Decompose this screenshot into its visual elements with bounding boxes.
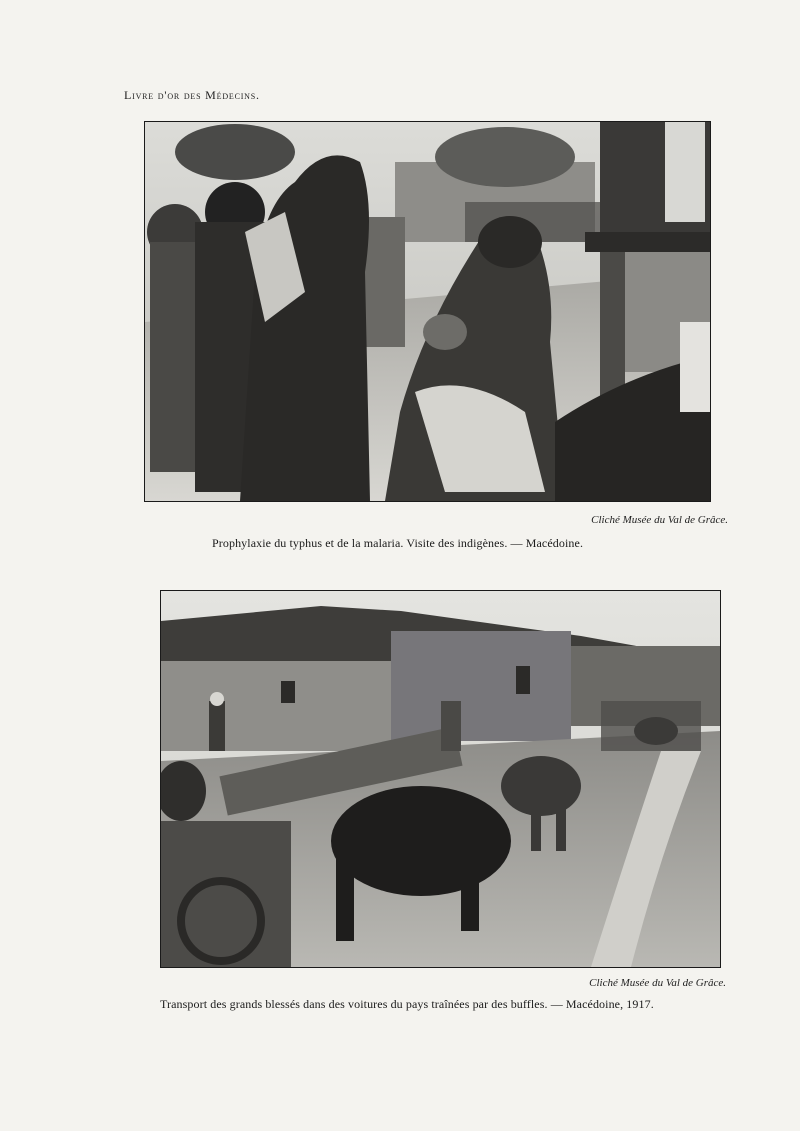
photo-credit: Cliché Musée du Val de Grâce. <box>589 977 726 989</box>
photo-caption: Transport des grands blessés dans des voitures du pays traînées par des buffles. — Macédoine, 1917. <box>160 997 654 1011</box>
photo-credit: Cliché Musée du Val de Grâce. <box>591 514 728 526</box>
photo-caption: Prophylaxie du typhus et de la malaria. Visite des indigènes. — Macédoine. <box>212 536 584 550</box>
running-head: Livre d'or des Médecins. <box>124 88 260 102</box>
photo-2-image <box>161 591 720 967</box>
photo-buffalo-carts <box>160 590 721 968</box>
photo-1-image <box>145 122 710 501</box>
photo-typhus-malaria-visit <box>144 121 711 502</box>
